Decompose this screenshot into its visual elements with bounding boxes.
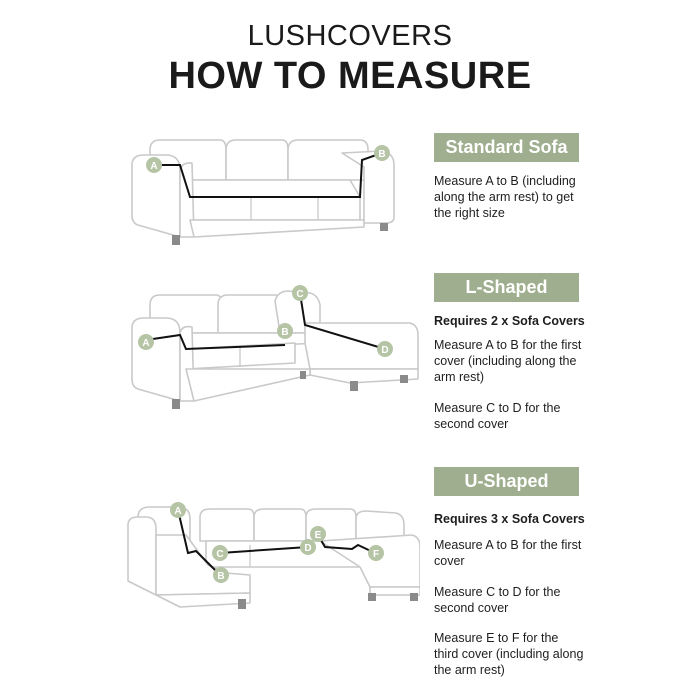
marker-c xyxy=(212,545,228,561)
l-shaped-step-2: Measure C to D for the second cover xyxy=(434,401,561,431)
marker-a xyxy=(138,334,154,350)
l-shaped-badge: L-Shaped xyxy=(434,273,579,302)
marker-a xyxy=(170,502,186,518)
marker-c xyxy=(292,285,308,301)
standard-instructions: Measure A to B (including along the arm rest) to get the right size xyxy=(434,174,576,220)
marker-d xyxy=(300,539,316,555)
svg-text:D: D xyxy=(381,345,389,356)
l-shaped-requires: Requires 2 x Sofa Covers xyxy=(434,314,585,328)
svg-text:B: B xyxy=(378,149,386,160)
u-shaped-step-1: Measure A to B for the first cover xyxy=(434,538,582,568)
u-shaped-sofa-illustration xyxy=(120,495,420,625)
marker-a xyxy=(146,157,162,173)
page-title: HOW TO MEASURE xyxy=(168,55,532,97)
svg-text:B: B xyxy=(281,327,289,338)
marker-e xyxy=(310,526,326,542)
l-shaped-step-1: Measure A to B for the first cover (including along the arm rest) xyxy=(434,338,582,384)
standard-sofa-badge: Standard Sofa xyxy=(434,133,579,162)
brand-name: LUSHCOVERS xyxy=(247,20,453,52)
l-shaped-sofa-illustration xyxy=(120,283,420,413)
svg-text:C: C xyxy=(296,289,304,300)
u-shaped-badge: U-Shaped xyxy=(434,467,579,496)
marker-b xyxy=(277,323,293,339)
marker-b xyxy=(213,567,229,583)
svg-text:A: A xyxy=(142,338,150,349)
u-shaped-step-3: Measure E to F for the third cover (including along the arm rest) xyxy=(434,631,584,677)
svg-text:A: A xyxy=(150,161,158,172)
u-shaped-step-2: Measure C to D for the second cover xyxy=(434,585,561,615)
svg-text:C: C xyxy=(216,549,224,560)
svg-text:D: D xyxy=(304,543,312,554)
svg-text:E: E xyxy=(314,530,322,541)
svg-text:B: B xyxy=(217,571,225,582)
standard-sofa-illustration xyxy=(120,125,420,255)
marker-f xyxy=(368,545,384,561)
svg-text:F: F xyxy=(372,549,380,560)
marker-b xyxy=(374,145,390,161)
u-shaped-requires: Requires 3 x Sofa Covers xyxy=(434,512,585,526)
marker-d xyxy=(377,341,393,357)
svg-text:A: A xyxy=(174,506,182,517)
